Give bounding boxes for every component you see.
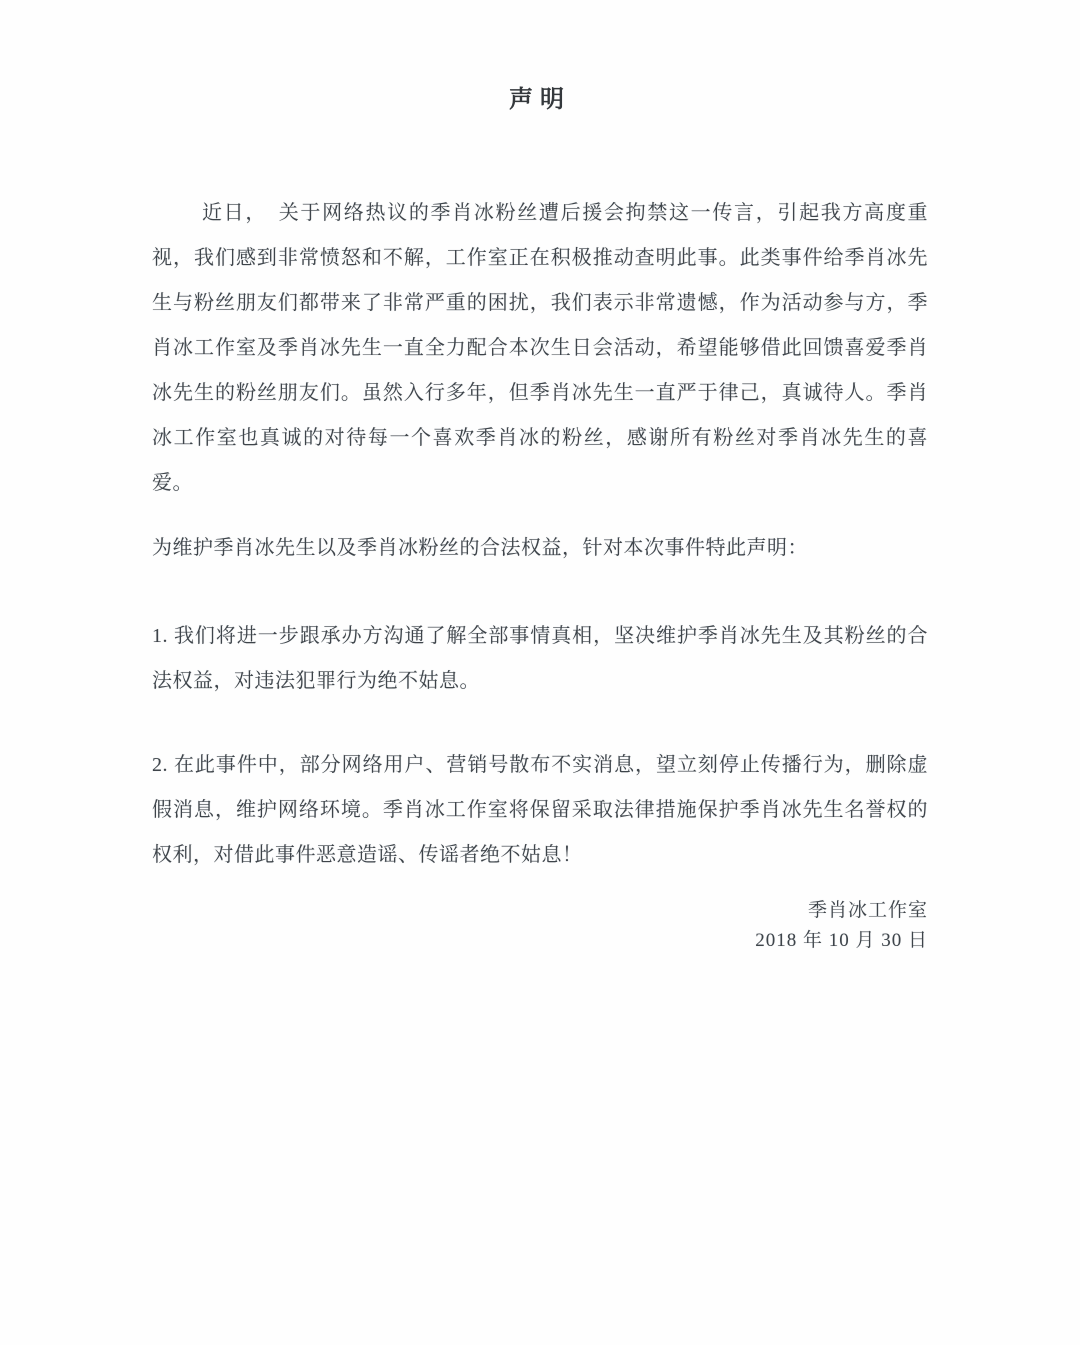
statement-item-2: 2. 在此事件中，部分网络用户、营销号散布不实消息，望立刻停止传播行为，删除虚假消息，维护网络环境。季肖冰工作室将保留采取法律措施保护季肖冰先生名誉权的权利，对借此事件恶意造谣、传谣者绝不姑息！ bbox=[152, 754, 928, 866]
signature-date: 2018 年 10 月 30 日 bbox=[755, 930, 928, 951]
signature-name: 季肖冰工作室 bbox=[807, 900, 928, 921]
document-title: 声明 bbox=[509, 87, 571, 113]
intro-paragraph: 近日， 关于网络热议的季肖冰粉丝遭后援会拘禁这一传言，引起我方高度重视，我们感到非常愤怒和不解，工作室正在积极推动查明此事。此类事件给季肖冰先生与粉丝朋友们都带来了非常严重的困扰，我们表示非常遗憾，作为活动参与方，季肖冰工作室及季肖冰先生一直全力配合本次生日会活动，希望能够借此回馈喜爱季肖冰先生的粉丝朋友们。虽然入行多年，但季肖冰先生一直严于律己，真诚待人。季肖冰工作室也真诚的对待每一个喜欢季肖冰的粉丝，感谢所有粉丝对季肖冰先生的喜爱。 bbox=[152, 202, 928, 494]
signature-block bbox=[152, 896, 928, 956]
document-content bbox=[152, 0, 928, 956]
purpose-paragraph: 为维护季肖冰先生以及季肖冰粉丝的合法权益，针对本次事件特此声明： bbox=[152, 537, 808, 559]
statement-item-1: 1. 我们将进一步跟承办方沟通了解全部事情真相，坚决维护季肖冰先生及其粉丝的合法权益，对违法犯罪行为绝不姑息。 bbox=[152, 625, 928, 692]
